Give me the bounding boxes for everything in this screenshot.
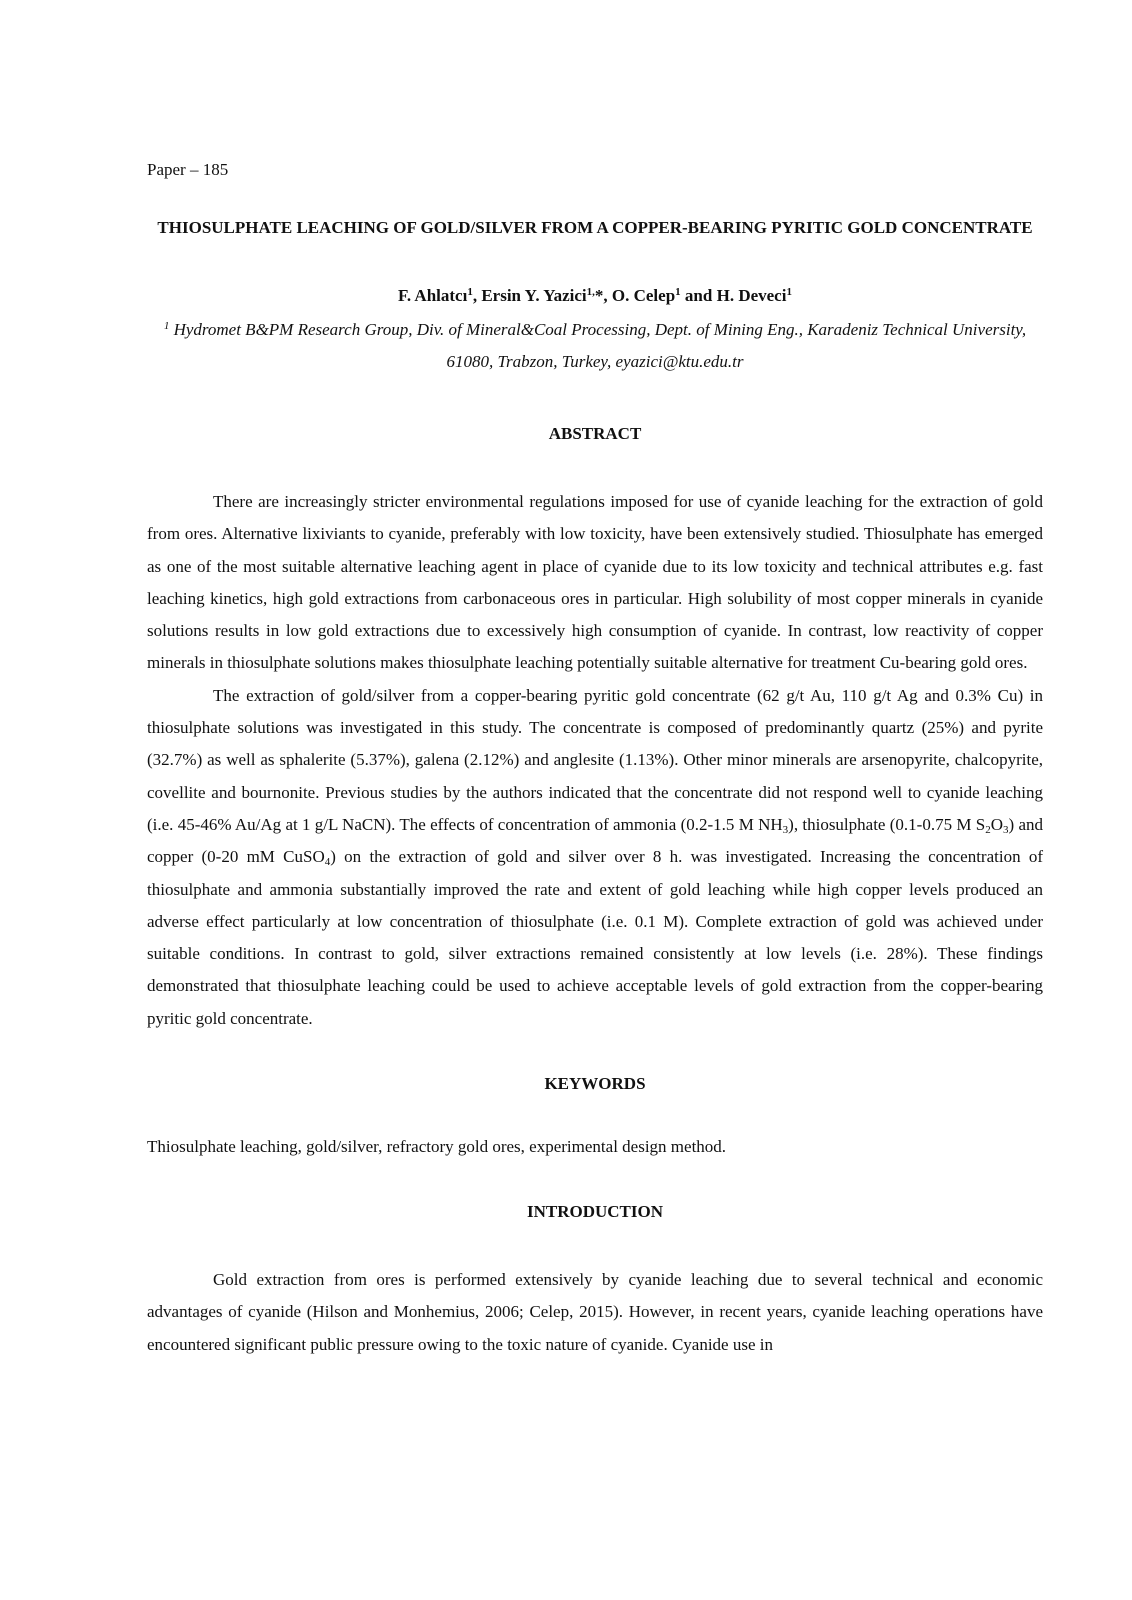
abstract-text: ) on the extraction of gold and silver over 8 h. was investigated. Increasing the concentration of thiosulphate and ammonia substantially improved the rate and extent of gold leaching while high copper levels produced an adverse effect particularly at low concentration of thiosulphate (i.e. 0.1 M). Complete extraction of gold was achieved under suitable conditions. In contrast to gold, silver extractions remained consistently at low levels (i.e. 28%). These findings demonstrated that thiosulphate leaching could be used to achieve acceptable levels of gold extraction from the copper-bearing pyritic gold concentrate. [147, 847, 1044, 1028]
abstract-text: ) and copper (0-20 mM CuSO [147, 814, 1043, 867]
abstract-text: ), thiosulphate (0.1-0.75 M S [788, 814, 986, 834]
author-affiliation-mark: 1, [586, 286, 595, 298]
introduction-heading: INTRODUCTION [526, 1202, 664, 1222]
author-separator: , [472, 286, 482, 305]
paper-number: Paper – 185 [147, 160, 229, 179]
subscript: 2 [985, 823, 991, 836]
affiliation-mark: 1 [163, 320, 170, 332]
affiliation-text: Hydromet B&PM Research Group, Div. of Mineral&Coal Processing, Dept. of Mining Eng., Karadeniz Technical University, 61080, Trabzon, Turkey, eyazici@ktu.edu.tr [169, 320, 1027, 371]
author-name: H. Deveci [716, 286, 787, 305]
page-content [147, 158, 1043, 1361]
author-affiliation-mark: 1 [786, 286, 792, 298]
author-name: F. Ahlatcı [398, 286, 468, 305]
author-separator: and [680, 286, 717, 305]
keywords-heading: KEYWORDS [544, 1074, 646, 1094]
author-name: Ersin Y. Yazici [481, 286, 587, 305]
subscript: 3 [1003, 823, 1009, 836]
author-name: O. Celep [611, 286, 676, 305]
paper-title: THIOSULPHATE LEACHING OF GOLD/SILVER FROM A COPPER-BEARING PYRITIC GOLD CONCENTRATE [157, 218, 1033, 237]
corresponding-author-mark: * [594, 286, 604, 305]
abstract-heading: ABSTRACT [548, 424, 642, 443]
abstract-text: The extraction of gold/silver from a copper-bearing pyritic gold concentrate (62 g/t Au, 110 g/t Ag and 0.3% Cu) in thiosulphate solutions was investigated in this study. The concentrate is composed of predominantly quartz (25%) and pyrite (32.7%) as well as sphalerite (5.37%), galena (2.12%) and anglesite (1.13%). Other minor minerals are arsenopyrite, chalcopyrite, covellite and bournonite. Previous studies by the authors indicated that the concentrate did not respond well to cyanide leaching (i.e. 45-46% Au/Ag at 1 g/L NaCN). The effects of concentration of ammonia (0.2-1.5 M NH [147, 685, 1043, 834]
author-affiliation-mark: 1 [675, 286, 681, 298]
abstract-paragraph-2 [147, 680, 1043, 1035]
abstract-text: O [990, 814, 1003, 834]
keywords-text: Thiosulphate leaching, gold/silver, refractory gold ores, experimental design method. [147, 1137, 727, 1157]
abstract-paragraph-1: There are increasingly stricter environmental regulations imposed for use of cyanide leaching for the extraction of gold from ores. Alternative lixiviants to cyanide, preferably with low toxicity, have been extensively studied. Thiosulphate has emerged as one of the most suitable alternative leaching agent in place of cyanide due to its low toxicity and technical attributes e.g. fast leaching kinetics, high gold extractions from carbonaceous ores in particular. High solubility of most copper minerals in cyanide solutions results in low gold extractions due to excessively high consumption of cyanide. In contrast, low reactivity of copper minerals in thiosulphate solutions makes thiosulphate leaching potentially suitable alternative for treatment Cu-bearing gold ores. [147, 492, 1043, 673]
subscript: 3 [782, 823, 789, 836]
author-list [147, 284, 1043, 308]
subscript: 4 [324, 856, 331, 869]
introduction-paragraph-1: Gold extraction from ores is performed extensively by cyanide leaching due to several technical and economic advantages of cyanide (Hilson and Monhemius, 2006; Celep, 2015). However, in recent years, cyanide leaching operations have encountered significant public pressure owing to the toxic nature of cyanide. Cyanide use in [147, 1270, 1043, 1354]
author-affiliation-mark: 1 [467, 286, 473, 298]
affiliation [147, 314, 1043, 378]
author-separator: , [603, 286, 612, 305]
